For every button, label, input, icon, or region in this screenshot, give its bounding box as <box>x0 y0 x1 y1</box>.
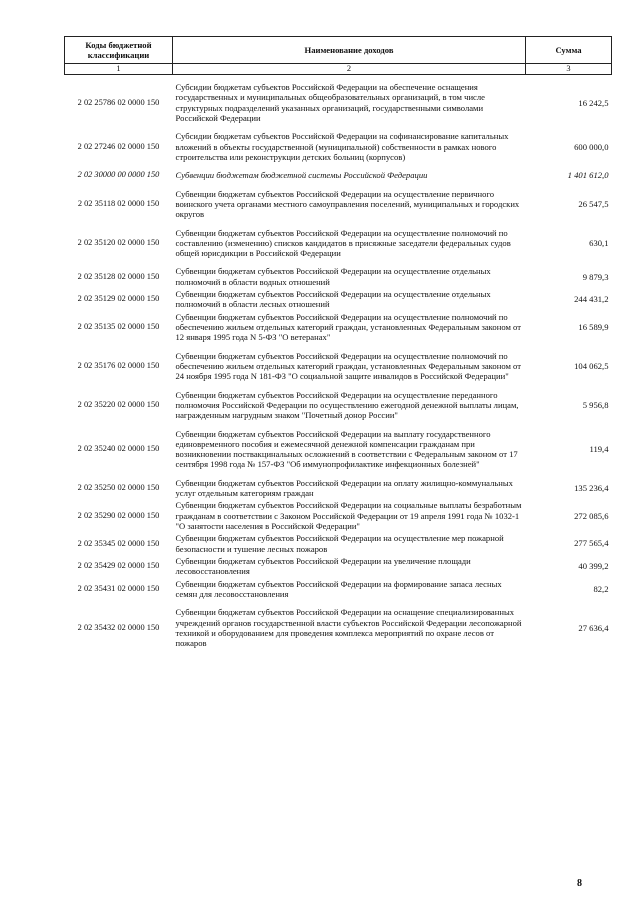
amount-cell: 26 547,5 <box>578 198 609 209</box>
name-cell: Субвенции бюджетам субъектов Российской Федерации на осуществление полномочий по обеспечению жильем отдельных категорий граждан, установленных Федеральным законом от 24 ноября 1995 года N 181-ФЗ "О социальной защите инвалидов в Российской Федерации" <box>175 350 521 382</box>
code-cell: 2 02 35429 02 0000 150 <box>77 561 160 571</box>
code-cell: 2 02 35120 02 0000 150 <box>77 237 160 247</box>
name-cell: Субвенции бюджетам субъектов Российской Федерации на формирование запаса лесных семян для лесовосстановления <box>175 578 502 599</box>
code-cell: 2 02 35118 02 0000 150 <box>77 199 160 208</box>
header-amount: Сумма <box>526 37 612 64</box>
code-cell: 2 02 35176 02 0000 150 <box>77 361 160 371</box>
table-row <box>65 606 612 649</box>
revenue-table <box>64 36 612 649</box>
code-cell: 2 02 35290 02 0000 150 <box>77 510 160 520</box>
amount-cell: 5 956,8 <box>582 399 609 410</box>
name-cell: Субвенции бюджетам субъектов Российской Федерации на осуществление полномочий по составлению (изменению) списков кандидатов в присяжные заседатели федеральных судов общей юрисдикции в Российской Федерации <box>175 227 511 259</box>
amount-cell: 135 236,4 <box>574 482 609 493</box>
amount-cell: 119,4 <box>589 443 609 454</box>
name-cell: Субвенции бюджетам субъектов Российской Федерации на увеличение площади лесовосстановления <box>175 555 471 577</box>
amount-cell: 630,1 <box>589 237 609 248</box>
code-cell: 2 02 35129 02 0000 150 <box>77 294 160 304</box>
code-cell: 2 02 35250 02 0000 150 <box>77 483 160 493</box>
table-row <box>65 350 612 383</box>
amount-cell: 277 565,4 <box>574 538 609 549</box>
code-cell: 2 02 35128 02 0000 150 <box>77 271 160 281</box>
code-cell: 2 02 35432 02 0000 150 <box>77 622 160 632</box>
name-cell: Субвенции бюджетам субъектов Российской Федерации на оплату жилищно-коммунальных услуг отдельным категориям граждан <box>175 477 513 499</box>
code-cell: 2 02 30000 00 0000 150 <box>77 170 160 180</box>
amount-cell: 244 431,2 <box>574 294 609 305</box>
code-cell: 2 02 35220 02 0000 150 <box>77 400 160 409</box>
table-row <box>65 288 612 311</box>
name-cell: Субвенции бюджетам субъектов Российской Федерации на осуществление переданного полномочия Российской Федерации по осуществлению ежегодной денежной выплаты лицам, награжденным нагрудным знаком "Почетный донор России" <box>175 389 519 421</box>
column-number: 2 <box>173 64 526 75</box>
column-number: 1 <box>65 64 173 75</box>
column-number: 3 <box>526 64 612 75</box>
code-cell: 2 02 35135 02 0000 150 <box>77 322 160 332</box>
amount-cell: 1 401 612,0 <box>567 170 609 181</box>
amount-cell: 104 062,5 <box>574 360 609 371</box>
code-cell: 2 02 35240 02 0000 150 <box>77 444 160 454</box>
table-row <box>65 265 612 288</box>
code-cell: 2 02 27246 02 0000 150 <box>77 141 160 151</box>
table-row <box>65 532 612 555</box>
table-header <box>65 37 612 75</box>
amount-cell: 27 636,4 <box>578 622 609 633</box>
table-row <box>65 169 612 181</box>
table-row <box>65 428 612 471</box>
code-cell: 2 02 25786 02 0000 150 <box>77 97 160 107</box>
table-body <box>65 75 612 650</box>
table-row <box>65 499 612 532</box>
table-row <box>65 389 612 422</box>
header-code: Коды бюджетной классификации <box>65 37 173 64</box>
name-cell: Субвенции бюджетам субъектов Российской Федерации на осуществление первичного воинского учета органами местного самоуправления поселений, муниципальных и городских округов <box>175 188 520 220</box>
name-cell: Субвенции бюджетам субъектов Российской Федерации на оснащение специализированных учреждений органов государственной власти субъектов Российской Федерации лесопожарной техникой и оборудованием для проведения комплекса мероприятий по охране лесов от пожаров <box>175 607 522 649</box>
name-cell: Субвенции бюджетам субъектов Российской Федерации на осуществление отдельных полномочий в области водных отношений <box>175 266 491 287</box>
name-cell: Субвенции бюджетам бюджетной системы Российской Федерации <box>175 170 428 181</box>
name-cell: Субвенции бюджетам субъектов Российской Федерации на осуществление отдельных полномочий в области лесных отношений <box>175 289 491 310</box>
amount-cell: 9 879,3 <box>582 271 609 282</box>
table-row <box>65 130 612 163</box>
header-name: Наименование доходов <box>173 37 526 64</box>
amount-cell: 600 000,0 <box>574 141 609 152</box>
table-row <box>65 477 612 500</box>
amount-cell: 82,2 <box>593 583 609 594</box>
table-row <box>65 578 612 601</box>
table-row <box>65 81 612 124</box>
code-cell: 2 02 35345 02 0000 150 <box>77 538 160 548</box>
table-row <box>65 555 612 578</box>
amount-cell: 16 242,5 <box>578 97 609 108</box>
table-row <box>65 227 612 260</box>
code-cell: 2 02 35431 02 0000 150 <box>77 583 160 593</box>
name-cell: Субвенции бюджетам субъектов Российской Федерации на выплату государственного единовременного пособия и ежемесячной денежной компенсации гражданам при возникновении поствакцинальных осложнений в соответствии с Федеральным законом от 17 сентября 1998 года № 157-ФЗ "Об иммунопрофилактике инфекционных болезней" <box>175 428 518 470</box>
amount-cell: 40 399,2 <box>578 561 609 572</box>
name-cell: Субвенции бюджетам субъектов Российской Федерации на социальные выплаты безработным гражданам в соответствии с Законом Российской Федерации от 19 апреля 1991 года № 1032-1 "О занятости населения в Российской Федерации" <box>175 500 522 532</box>
table-row <box>65 188 612 221</box>
amount-cell: 16 589,9 <box>578 322 609 333</box>
table-row <box>65 311 612 344</box>
name-cell: Субсидии бюджетам субъектов Российской Федерации на обеспечение оснащения государственных и муниципальных общеобразовательных организаций, в том числе структурных подразделений указанных организаций, государственными символами Российской Федерации <box>175 82 485 124</box>
name-cell: Субвенции бюджетам субъектов Российской Федерации на осуществление мер пожарной безопасности и тушение лесных пожаров <box>175 533 504 554</box>
amount-cell: 272 085,6 <box>574 510 609 521</box>
name-cell: Субвенции бюджетам субъектов Российской Федерации на осуществление полномочий по обеспечению жильем отдельных категорий граждан, установленных Федеральным законом от 12 января 1995 года N 5-ФЗ "О ветеранах" <box>175 311 521 343</box>
name-cell: Субсидии бюджетам субъектов Российской Федерации на софинансирование капитальных вложений в объекты государственной (муниципальной) собственности в рамках нового строительства или реконструкции детских больниц (корпусов) <box>175 131 509 162</box>
page-number: 8 <box>577 878 582 889</box>
